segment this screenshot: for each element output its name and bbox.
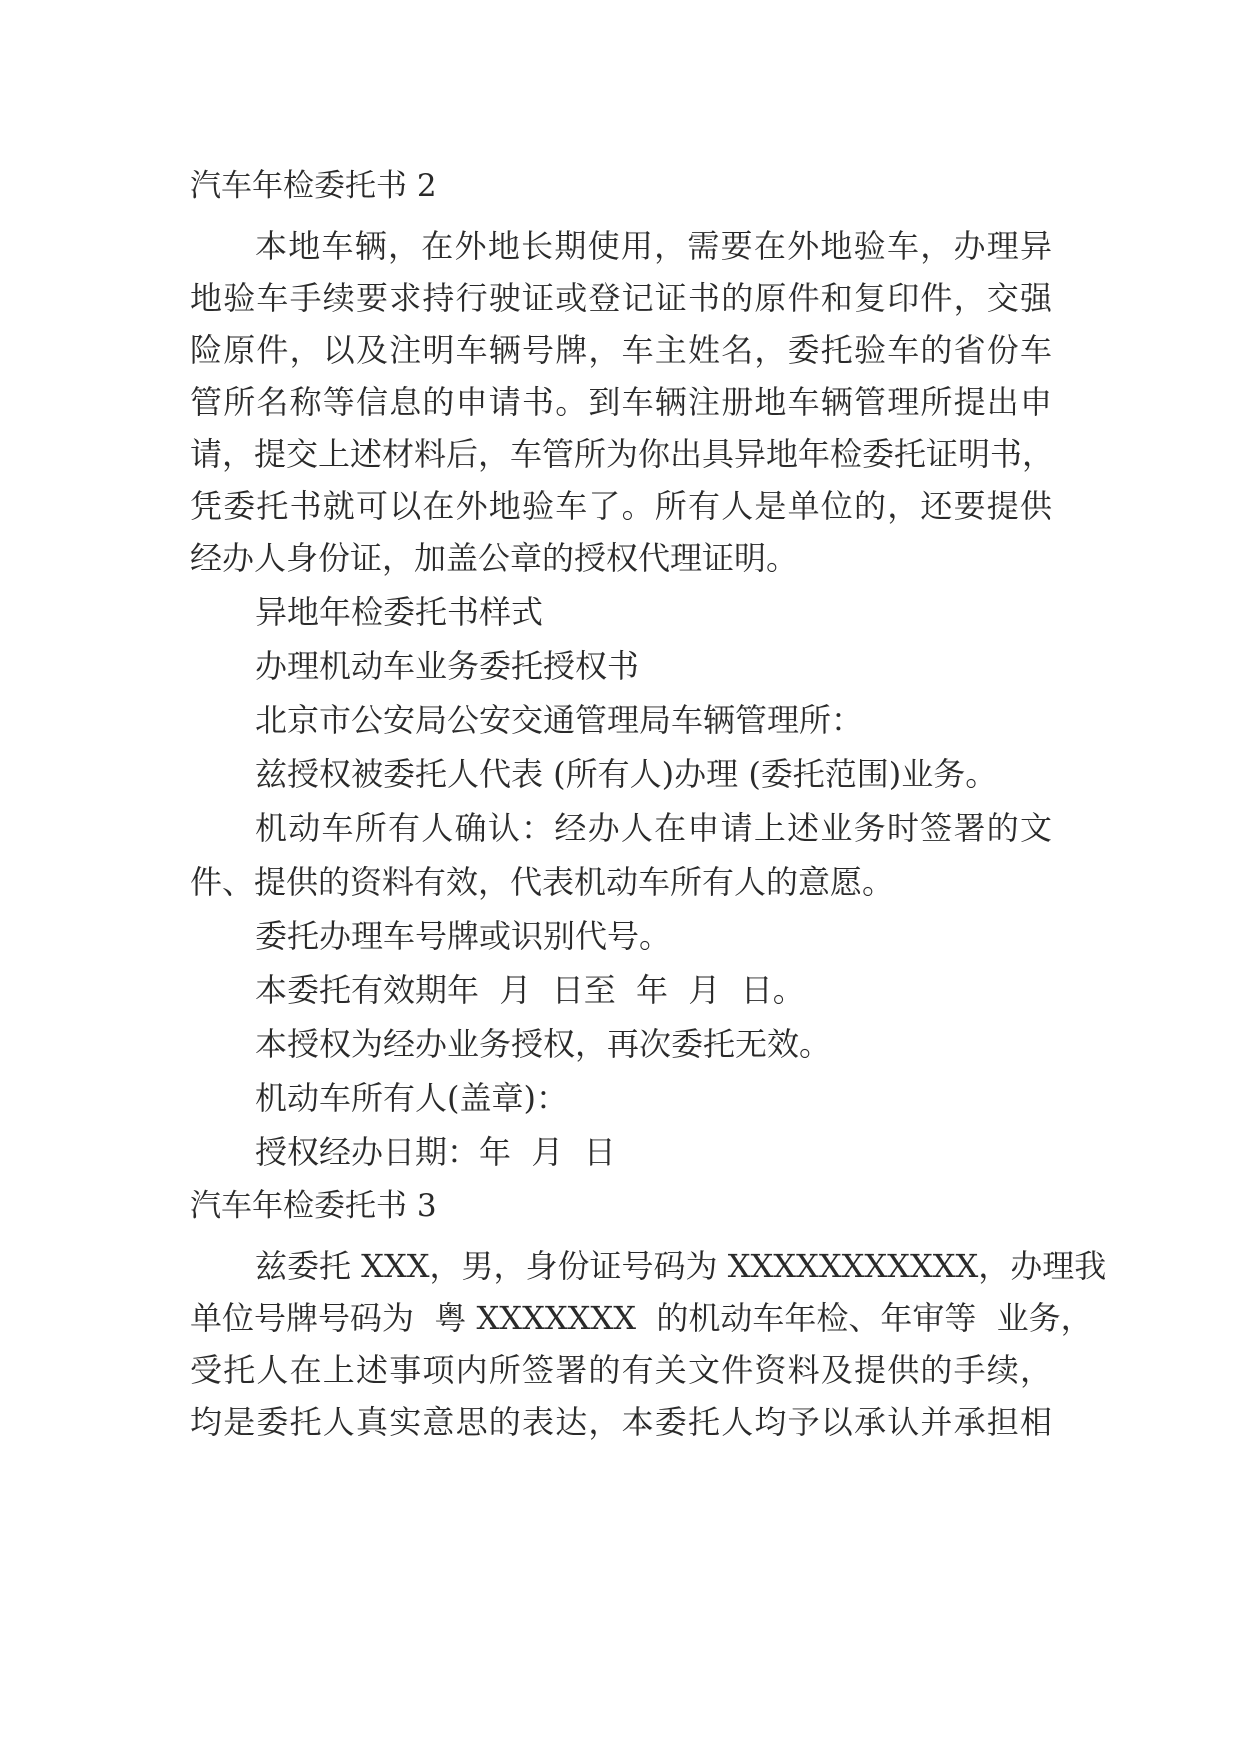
- paragraph-line: 险原件，以及注明车辆号牌，车主姓名，委托验车的省份车: [190, 331, 1052, 369]
- paragraph-line: 凭委托书就可以在外地验车了。所有人是单位的，还要提供: [190, 487, 1052, 525]
- paragraph-line: 本授权为经办业务授权，再次委托无效。: [255, 1025, 832, 1063]
- section-title-2: 汽车年检委托书 2: [190, 168, 437, 204]
- paragraph-line: 件、提供的资料有效，代表机动车所有人的意愿。: [190, 863, 895, 901]
- paragraph-line: 均是委托人真实意思的表达，本委托人均予以承认并承担相: [190, 1403, 1052, 1441]
- paragraph-line: 管所名称等信息的申请书。到车辆注册地车辆管理所提出申: [190, 383, 1052, 421]
- paragraph-line: 授权经办日期：年 月 日: [255, 1133, 616, 1171]
- paragraph-line: 兹委托 XXX，男，身份证号码为 XXXXXXXXXXX，办理我: [255, 1247, 1107, 1285]
- paragraph-line: 兹授权被委托人代表 (所有人)办理 (委托范围)业务。: [255, 755, 998, 793]
- paragraph-line: 经办人身份证，加盖公章的授权代理证明。: [190, 539, 799, 577]
- paragraph-line: 机动车所有人确认：经办人在申请上述业务时签署的文: [255, 809, 1052, 847]
- paragraph-line: 机动车所有人(盖章)：: [255, 1079, 568, 1117]
- section-title-3: 汽车年检委托书 3: [190, 1188, 437, 1224]
- paragraph-line: 请，提交上述材料后，车管所为你出具异地年检委托证明书，: [190, 435, 1055, 473]
- paragraph-line: 北京市公安局公安交通管理局车辆管理所：: [255, 701, 864, 739]
- paragraph-line: 办理机动车业务委托授权书: [255, 647, 640, 685]
- paragraph-line: 单位号牌号码为 粤 XXXXXXX 的机动车年检、年审等 业务，: [190, 1299, 1093, 1337]
- paragraph-line: 异地年检委托书样式: [255, 593, 544, 631]
- paragraph-line: 委托办理车号牌或识别代号。: [255, 917, 672, 955]
- paragraph-line: 受托人在上述事项内所签署的有关文件资料及提供的手续，: [190, 1351, 1052, 1389]
- paragraph-line: 地验车手续要求持行驶证或登记证书的原件和复印件，交强: [190, 279, 1052, 317]
- paragraph-line: 本委托有效期年 月 日至 年 月 日。: [255, 971, 805, 1009]
- paragraph-line: 本地车辆，在外地长期使用，需要在外地验车，办理异: [255, 227, 1052, 265]
